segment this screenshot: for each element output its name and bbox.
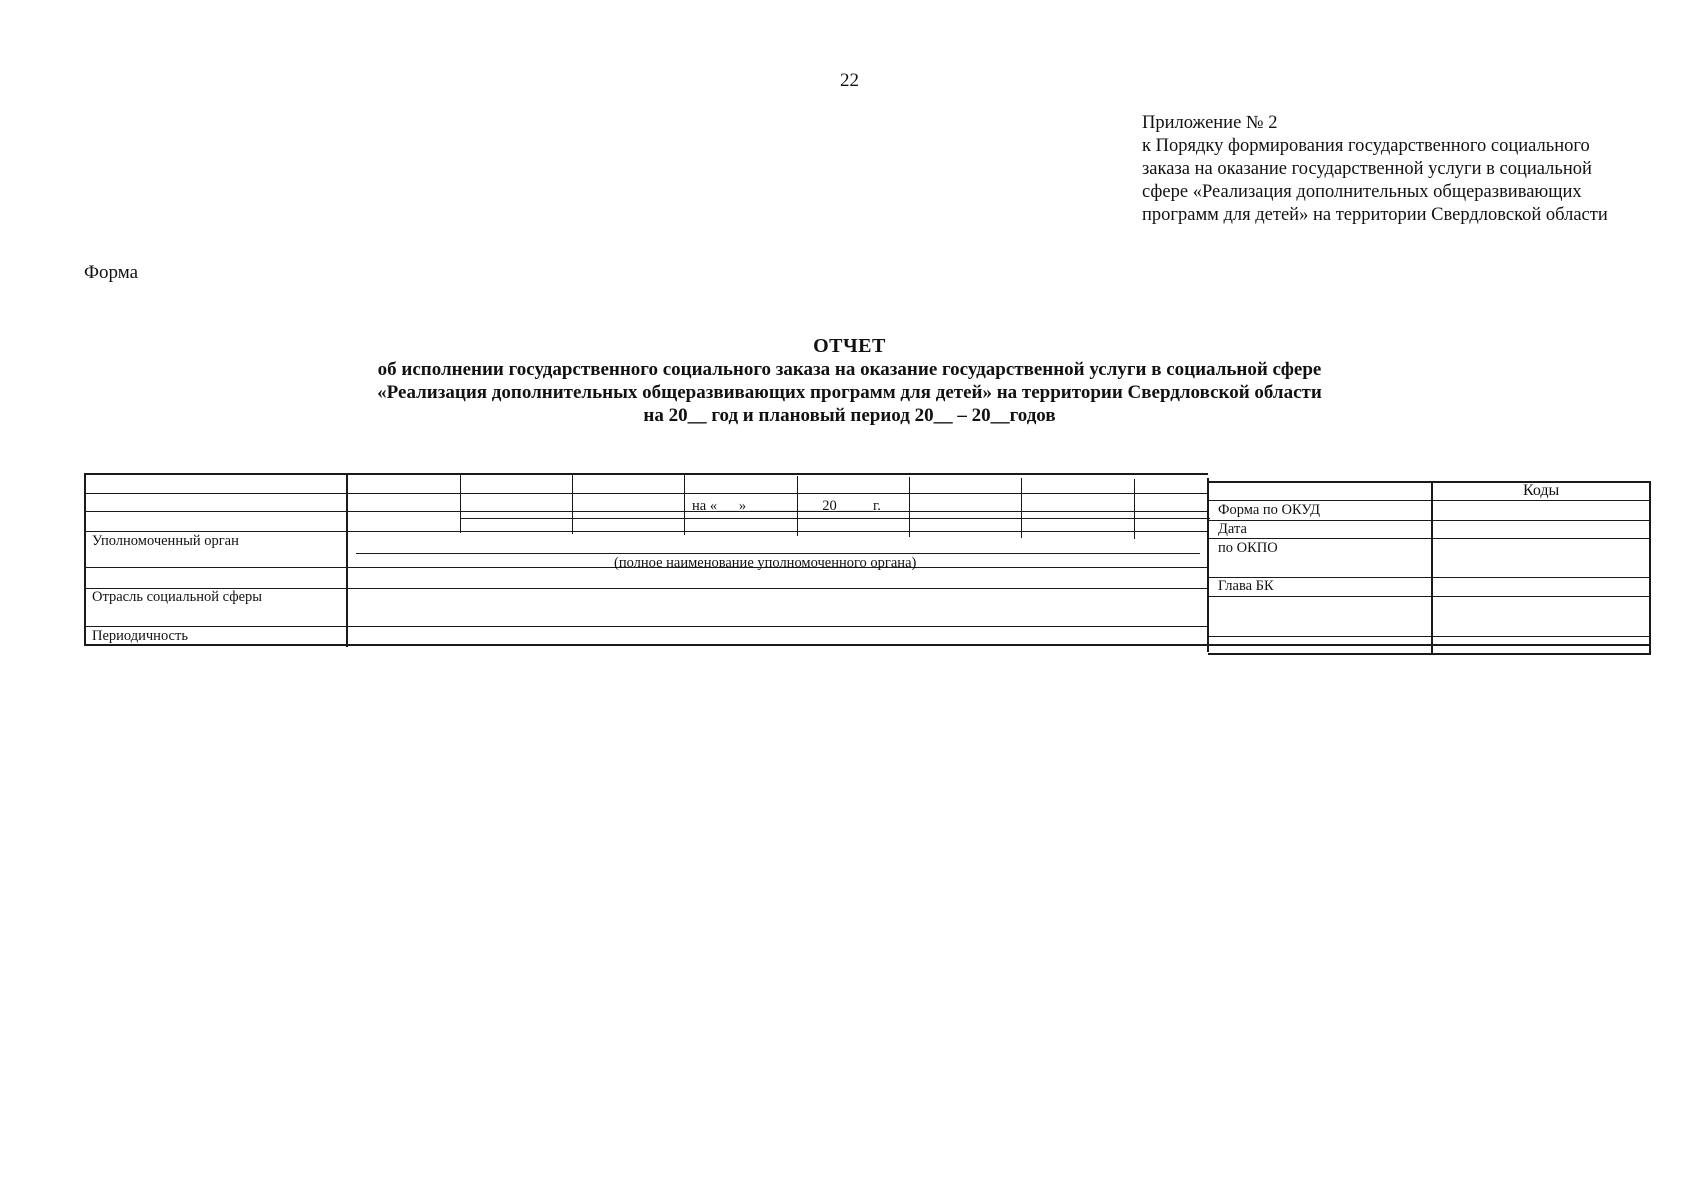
grid-line [1208,481,1650,483]
grid-line [909,477,910,537]
bk-chapter-label: Глава БК [1218,578,1274,594]
okpo-label: по ОКПО [1218,540,1278,556]
grid-line [84,493,1208,494]
periodicity-label: Периодичность [92,628,188,644]
grid-line [84,644,1649,646]
appendix-line: сфере «Реализация дополнительных общеразвивающих [1142,182,1582,202]
authorized-body-label: Уполномоченный орган [92,533,239,549]
grid-line [84,473,1208,475]
grid-line [84,511,1208,512]
form-label: Форма [84,262,139,283]
authorized-body-hint: (полное наименование уполномоченного органа) [614,555,917,571]
report-title-line: «Реализация дополнительных общеразвивающих программ для детей» на территории Свердловской области [377,382,1322,403]
report-title-line: об исполнении государственного социального заказа на оказание государственной услуги в социальной сфере [377,359,1322,380]
grid-line [460,473,461,533]
grid-line [84,531,1208,532]
grid-line [84,473,86,645]
report-title-main: ОТЧЕТ [813,335,886,357]
grid-line [572,474,573,534]
codes-header: Коды [1523,482,1560,499]
grid-line [1208,538,1650,539]
grid-line [1208,653,1650,655]
grid-line [84,626,1208,627]
okud-label: Форма по ОКУД [1218,502,1321,518]
grid-line [1208,636,1650,637]
grid-line [1134,479,1135,539]
grid-line [1208,520,1650,521]
report-title-line: на 20__ год и плановый период 20__ – 20__годов [643,405,1056,426]
grid-line [460,518,1210,519]
grid-line [1649,481,1651,655]
appendix-line: Приложение № 2 [1142,113,1278,133]
grid-line [1208,577,1650,578]
grid-line [346,473,348,647]
grid-line [1431,481,1433,653]
date-label: Дата [1218,521,1247,537]
grid-line [684,475,685,535]
page-number: 22 [840,70,859,91]
grid-line [356,553,1200,554]
appendix-line: заказа на оказание государственной услуги в социальной [1142,159,1592,179]
grid-line [1021,478,1022,538]
appendix-line: к Порядку формирования государственного социального [1142,136,1590,156]
grid-line [1208,500,1650,501]
report-date-line: на «___» __________20_____г. [692,498,881,514]
social-sector-label: Отрасль социальной сферы [92,589,263,605]
grid-line [1208,596,1650,597]
appendix-line: программ для детей» на территории Свердловской области [1142,205,1608,225]
